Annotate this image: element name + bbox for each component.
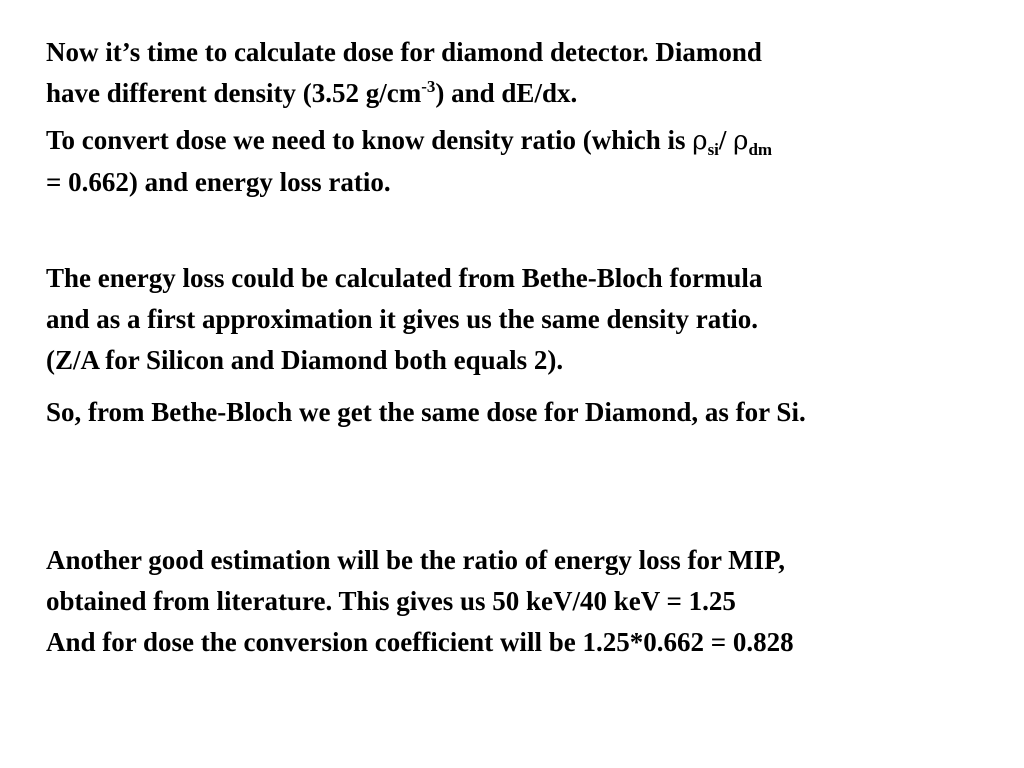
paragraph-diamond-density [46,32,1021,114]
text-line: obtained from literature. This gives us 50 keV/40 keV = 1.25 [46,586,736,616]
text-line [46,32,1021,73]
text-segment: To convert dose we need to know density ratio (which is [46,125,693,155]
text-segment: = 0.662) and energy loss ratio. [46,167,391,197]
superscript-exponent: -3 [421,77,436,96]
text-segment: have different density (3.52 g/cm [46,78,422,108]
rho-symbol: ρ [733,126,749,156]
rho-symbol: ρ [692,126,708,156]
text-segment: / [718,125,734,155]
text-line: Another good estimation will be the ratio of energy loss for MIP, [46,545,785,575]
paragraph-mip-estimation [46,540,1021,663]
text-line [46,73,1021,114]
text-line [46,162,1021,203]
paragraph-same-dose [46,392,1021,433]
text-line: (Z/A for Silicon and Diamond both equals 2). [46,345,564,375]
text-segment: ) and dE/dx. [435,78,578,108]
text-line: and as a first approximation it gives us the same density ratio. [46,304,759,334]
paragraph-density-ratio [46,120,1021,203]
subscript-dm: dm [748,140,773,159]
text-line [46,120,1021,162]
subscript-si: si [707,140,719,159]
text-line: And for dose the conversion coefficient will be 1.25*0.662 = 0.828 [46,627,794,657]
text-line: So, from Bethe-Bloch we get the same dose for Diamond, as for Si. [46,397,806,427]
paragraph-bethe-bloch [46,258,1021,381]
text-segment: Now it’s time to calculate dose for diamond detector. Diamond [46,37,762,67]
text-line: The energy loss could be calculated from Bethe-Bloch formula [46,263,763,293]
